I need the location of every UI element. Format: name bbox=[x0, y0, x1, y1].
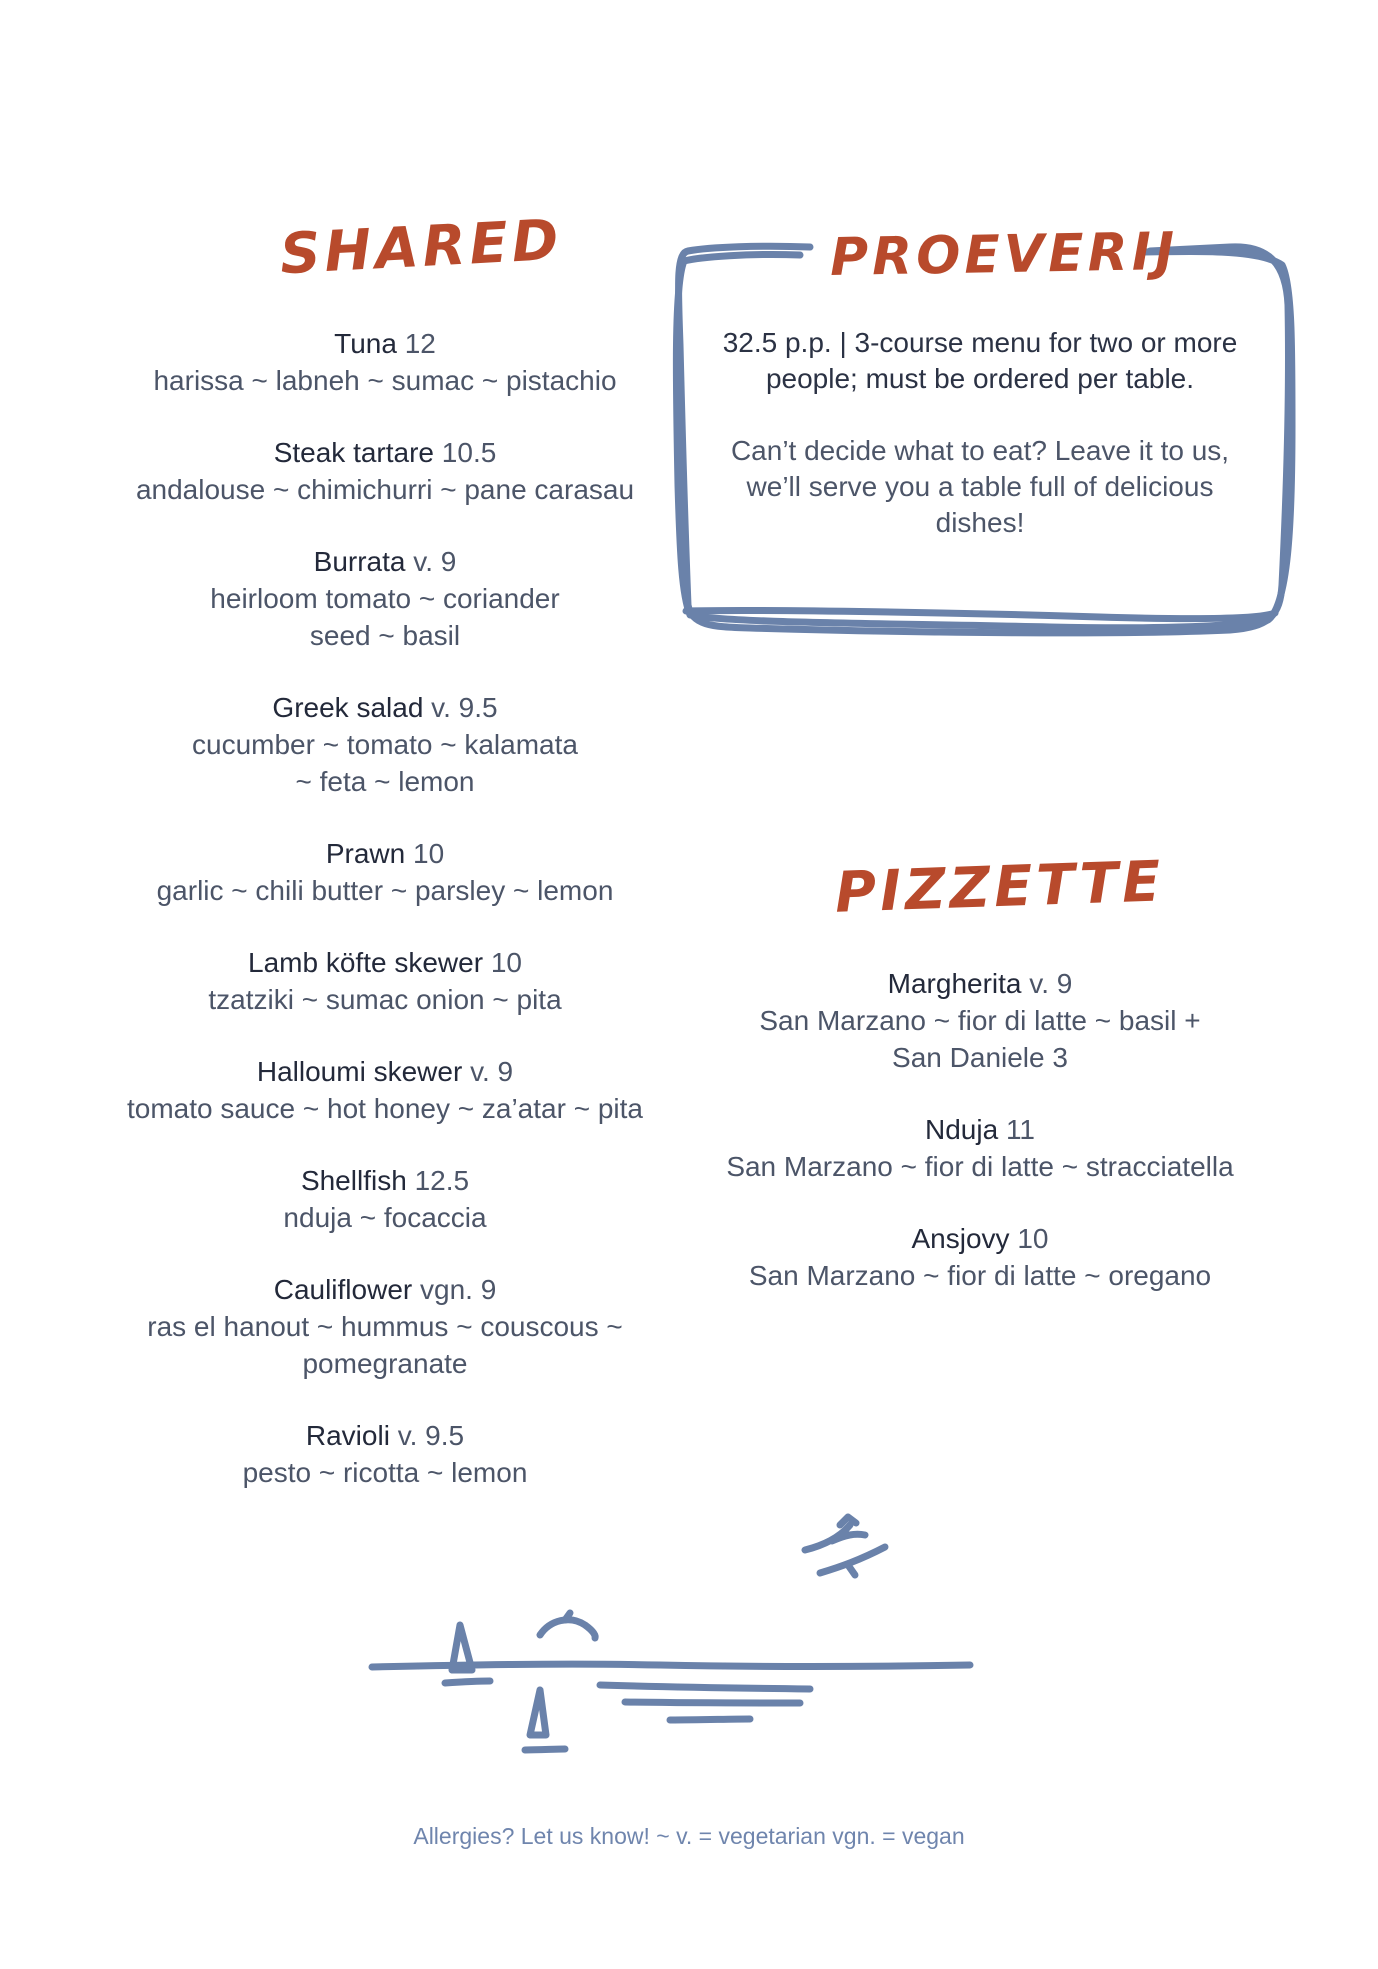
pizzette-menu-list bbox=[690, 965, 1270, 1329]
dish-name: Margherita bbox=[887, 968, 1022, 999]
dish-price: 10 bbox=[413, 838, 445, 869]
dish-name: Halloumi skewer bbox=[256, 1056, 463, 1087]
dish-price: 12 bbox=[404, 328, 436, 359]
dish-description: tomato sauce ~ hot honey ~ za’atar ~ pita bbox=[126, 1093, 643, 1124]
dish-description: pesto ~ ricotta ~ lemon bbox=[242, 1457, 528, 1488]
dish-name: Burrata bbox=[313, 546, 406, 577]
dish-description: garlic ~ chili butter ~ parsley ~ lemon bbox=[156, 875, 614, 906]
dish-description: San Marzano ~ fior di latte ~ basil + San Daniele 3 bbox=[759, 1005, 1201, 1073]
dish-price: vgn. 9 bbox=[420, 1274, 497, 1305]
menu-item bbox=[690, 1111, 1270, 1185]
allergy-footer: Allergies? Let us know! ~ v. = vegetarian vgn. = vegan bbox=[413, 1823, 965, 1849]
dish-price: v. 9 bbox=[470, 1056, 514, 1087]
menu-item bbox=[690, 965, 1270, 1076]
menu-item bbox=[100, 1162, 670, 1236]
dish-description: harissa ~ labneh ~ sumac ~ pistachio bbox=[153, 365, 617, 396]
dish-price: 12.5 bbox=[414, 1165, 470, 1196]
dish-name: Greek salad bbox=[272, 692, 424, 723]
dish-name: Lamb köfte skewer bbox=[248, 947, 484, 978]
menu-item bbox=[100, 543, 670, 654]
dish-price: 10.5 bbox=[441, 437, 497, 468]
menu-item bbox=[690, 1220, 1270, 1294]
dish-name: Shellfish bbox=[300, 1165, 407, 1196]
dish-description: San Marzano ~ fior di latte ~ stracciatella bbox=[726, 1151, 1234, 1182]
proeverij-info-text: Can’t decide what to eat? Leave it to us, we’ll serve you a table full of delicious dishes! bbox=[730, 435, 1230, 538]
dish-description: andalouse ~ chimichurri ~ pane carasau bbox=[135, 474, 635, 505]
dish-description: San Marzano ~ fior di latte ~ oregano bbox=[748, 1260, 1212, 1291]
dish-price: v. 9 bbox=[1029, 968, 1073, 999]
pizzette-heading: PIZZETTE bbox=[833, 849, 1166, 926]
dish-description: cucumber ~ tomato ~ kalamata ~ feta ~ lemon bbox=[192, 729, 578, 797]
menu-item bbox=[100, 1417, 670, 1491]
menu-item bbox=[100, 1053, 670, 1127]
dish-name: Ravioli bbox=[305, 1420, 390, 1451]
dish-name: Nduja bbox=[924, 1114, 999, 1145]
proeverij-description bbox=[700, 325, 1260, 541]
menu-item bbox=[100, 944, 670, 1018]
dish-price: 10 bbox=[1017, 1223, 1049, 1254]
dish-price: v. 9.5 bbox=[431, 692, 498, 723]
dish-name: Ansjovy bbox=[911, 1223, 1010, 1254]
dish-description: ras el hanout ~ hummus ~ couscous ~ pomegranate bbox=[147, 1311, 623, 1379]
dish-description: heirloom tomato ~ coriander seed ~ basil bbox=[210, 583, 560, 651]
menu-item bbox=[100, 1271, 670, 1382]
dish-price: v. 9.5 bbox=[397, 1420, 465, 1451]
dish-price: 10 bbox=[490, 947, 522, 978]
dish-name: Prawn bbox=[325, 838, 406, 869]
proeverij-heading: PROEVERIJ bbox=[829, 221, 1179, 289]
proeverij-price-text: 32.5 p.p. | 3-course menu for two or more people; must be ordered per table. bbox=[722, 327, 1238, 394]
menu-item bbox=[100, 689, 670, 800]
shared-heading: SHARED bbox=[278, 207, 564, 288]
dish-price: v. 9 bbox=[413, 546, 457, 577]
dish-description: tzatziki ~ sumac onion ~ pita bbox=[208, 984, 562, 1015]
menu-item bbox=[100, 325, 670, 399]
shared-menu-list bbox=[100, 325, 670, 1526]
dish-price: 11 bbox=[1005, 1114, 1036, 1145]
menu-item bbox=[100, 434, 670, 508]
dish-name: Tuna bbox=[334, 328, 397, 359]
dish-name: Cauliflower bbox=[273, 1274, 413, 1305]
dish-description: nduja ~ focaccia bbox=[283, 1202, 487, 1233]
sea-boats-dolphin-birds-icon bbox=[360, 1495, 980, 1775]
dish-name: Steak tartare bbox=[273, 437, 435, 468]
menu-item bbox=[100, 835, 670, 909]
